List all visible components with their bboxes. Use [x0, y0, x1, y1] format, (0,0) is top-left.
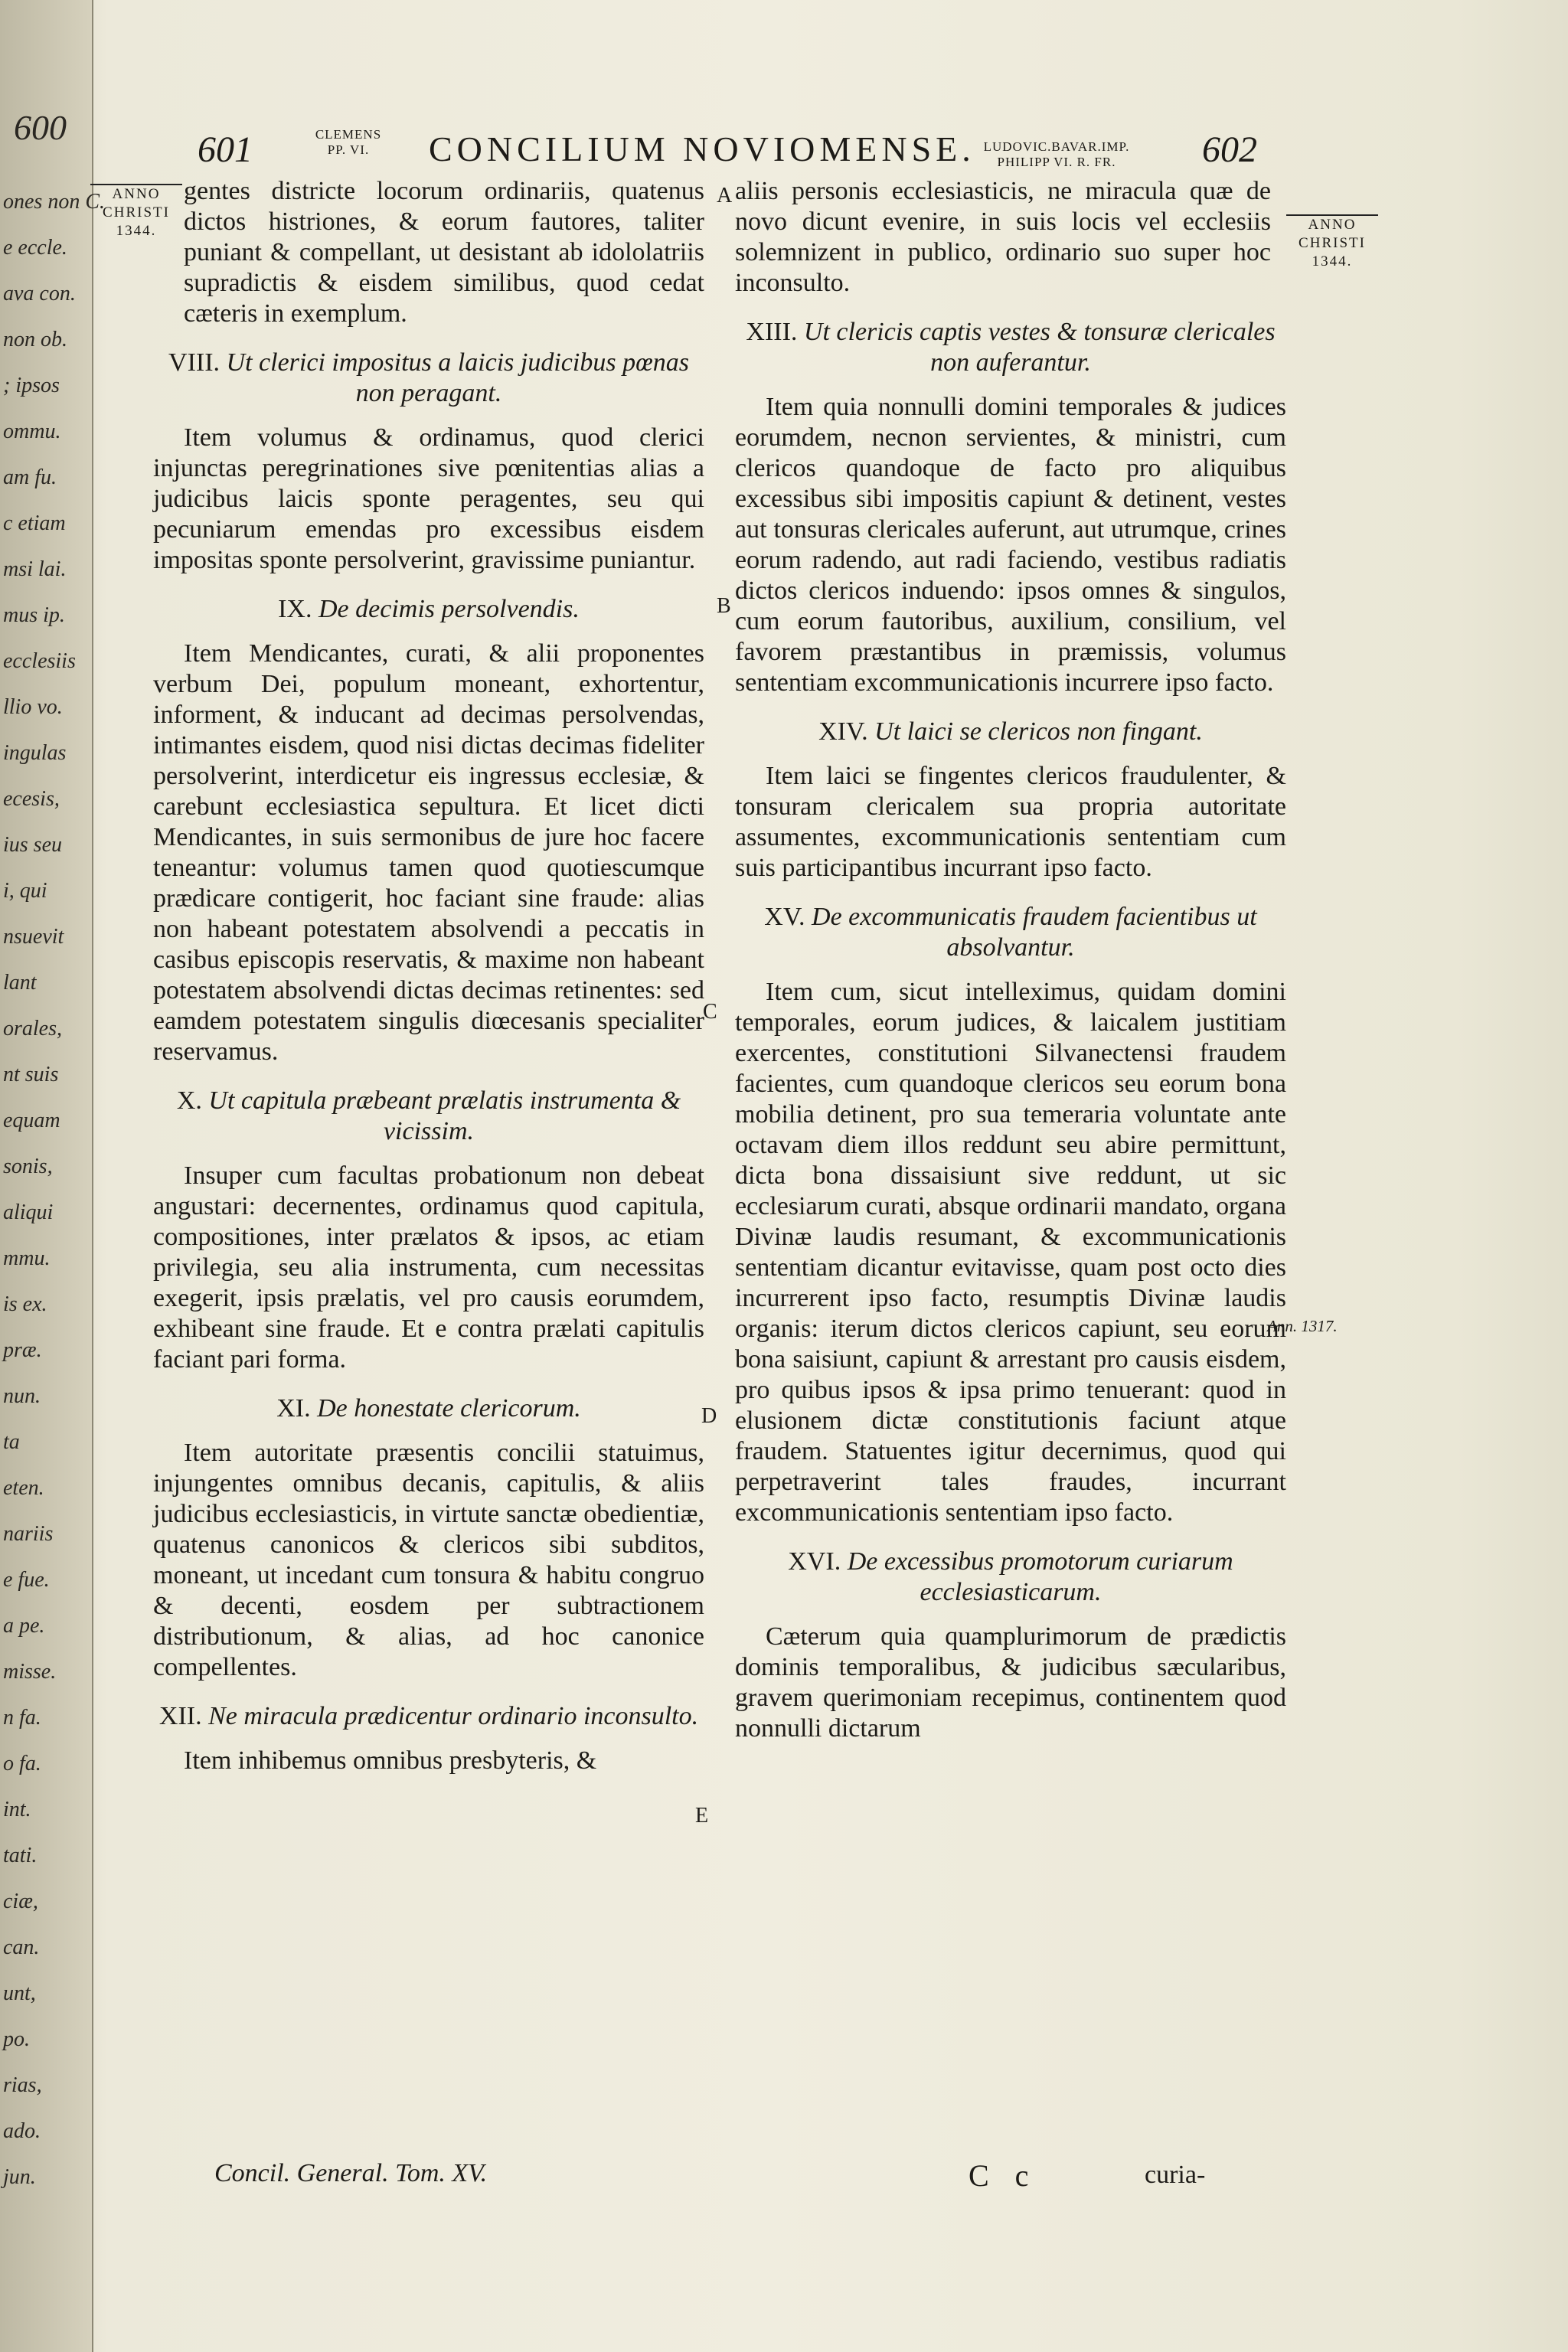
previous-page-fragment: int.: [3, 1798, 31, 1821]
section-number: XVI.: [788, 1547, 841, 1576]
section-title: Ut capitula præbeant prælatis instrumenta & vicissim.: [208, 1086, 681, 1145]
section-text: Item Mendicantes, curati, & alii proponentes verbum Dei, populum moneant, exhortentur, informent, & inducant ad decimas persolvendas, intimantes eisdem, quod nisi dictas decimas fideliter persolverint, interdicetur eis ingressus ecclesiæ, & carebunt ecclesiastica sepultura. Et licet dicti Mendicantes, in suis sermonibus de jure hoc facere teneantur: volumus tamen quod quotiescumque prædicare contigerit, hoc faciant sine fraude: alias non habeant potestatem absolvendi a peccatis in casibus episcopis reservatis, & maxime non habeant potestatem absolvendi dictas decimas retinentes: sed eamdem potestatem singulis diœcesanis specialiter reservamus.: [153, 639, 704, 1066]
previous-page-fragment: po.: [3, 2027, 30, 2051]
section-number: XIV.: [818, 717, 868, 746]
section-title: Ne miracula prædicentur ordinario inconsulto.: [208, 1702, 699, 1730]
section-title: De honestate clericorum.: [317, 1394, 581, 1423]
section-number: XV.: [764, 903, 805, 931]
previous-page-fragment: non ob.: [3, 328, 67, 351]
previous-page-fragment: a pe.: [3, 1614, 45, 1638]
section-text: Item quia nonnulli domini temporales & judices eorumdem, necnon servientes, & ministri, cum clericos quandoque de facto pro aliquibus excessibus sibi impositis capiunt & detinent, vestes aut tonsuras clericales auferunt, aut utrumque, crines eorum radendo, aut radi faciendo, vestibus radiatis dictos clericos induendo: ipsos omnes & singulos, cum eorum fautoribus, auxilium, consilium, vel favorem præstantibus in præmissis, volumus sententiam excommunicationis incurrere ipso facto.: [735, 393, 1286, 697]
section-title: De decimis persolvendis.: [318, 595, 580, 623]
previous-page-fragment: jun.: [3, 2165, 36, 2189]
previous-page-fragment: mus ip.: [3, 603, 65, 627]
previous-page-fragment: ecclesiis: [3, 649, 76, 673]
section-heading: [153, 594, 704, 625]
previous-page-fragment: nun.: [3, 1384, 41, 1408]
previous-page-number: 600: [14, 108, 67, 147]
left-column: [153, 176, 704, 1776]
section-number: X.: [176, 1086, 202, 1115]
previous-page-fragment: nariis: [3, 1522, 54, 1546]
anno-label: ANNO: [1308, 217, 1357, 233]
year-label: 1344.: [116, 223, 157, 239]
header-rulers: [942, 139, 1171, 170]
section-heading: [735, 1547, 1286, 1608]
previous-page-fragment: am fu.: [3, 466, 57, 489]
section-number: IX.: [278, 595, 312, 623]
previous-page-fragment: misse.: [3, 1660, 57, 1684]
previous-page-fragment: e fue.: [3, 1568, 50, 1592]
margin-letter-e: E: [695, 1804, 709, 1828]
previous-page-fragment: msi lai.: [3, 557, 67, 581]
previous-page-fragment: rias,: [3, 2073, 42, 2097]
previous-page-fragment: ommu.: [3, 420, 61, 443]
right-anno-christi: [1286, 214, 1378, 271]
section-text: Insuper cum facultas probationum non debeat angustari: decernentes, ordinamus quod capitula, compositiones, inter prælatos & ipsos, ac etiam privilegia, seu alia instrumenta, cum necessitas exegerit, ipsis prælatis, vel pro causis eorumdem, exhibeant sine fraude. Et e contra prælati capitulis faciant pari forma.: [153, 1161, 704, 1374]
previous-page-fragment: can.: [3, 1936, 40, 1959]
previous-page-fragment: lant: [3, 971, 37, 995]
previous-page-edge: [0, 0, 105, 2352]
margin-note-year: Ann. 1317.: [1267, 1317, 1338, 1335]
previous-page-fragment: equam: [3, 1109, 60, 1132]
previous-page-fragment: eten.: [3, 1476, 44, 1500]
christi-label: CHRISTI: [103, 204, 170, 220]
section-number: XII.: [158, 1702, 202, 1730]
header-emperor: LUDOVIC.BAVAR.IMP.: [983, 139, 1130, 154]
section-title: Ut clericis captis vestes & tonsuræ clericales non auferantur.: [803, 318, 1276, 377]
catchword: curia-: [1145, 2161, 1206, 2189]
section-number: XIII.: [746, 318, 798, 346]
previous-page-fragment: nt suis: [3, 1063, 59, 1086]
section-heading: [153, 1701, 704, 1732]
header-pope-title: PP. VI.: [327, 142, 370, 157]
previous-page-fragment: ingulas: [3, 741, 67, 765]
header-king: PHILIPP VI. R. FR.: [997, 155, 1116, 169]
previous-page-fragment: mmu.: [3, 1246, 51, 1270]
previous-page-fragment: ecesis,: [3, 787, 60, 811]
section-text: Item volumus & ordinamus, quod clerici injunctas peregrinationes sive pœnitentias alias a judicibus laicis sponte peragentes, seu qui pecuniarum emendas pro excessibus eisdem impositas sponte persolverint, gravissime puniantur.: [153, 423, 704, 574]
section-title: De excessibus promotorum curiarum ecclesiasticarum.: [847, 1547, 1233, 1606]
header-pope: [306, 127, 390, 158]
previous-page-fragment: e eccle.: [3, 236, 67, 260]
section-heading: [153, 1393, 704, 1424]
previous-page-fragment: ava con.: [3, 282, 76, 305]
section-title: De excommunicatis fraudem facientibus ut absolvantur.: [812, 903, 1257, 962]
section-heading: [153, 1086, 704, 1147]
margin-letter-b: B: [717, 594, 731, 618]
previous-page-fragment: ciæ,: [3, 1890, 38, 1913]
section-heading: [735, 717, 1286, 747]
section-text: Item laici se fingentes clericos fraudulenter, & tonsuram clericalem sua propria autoritate assumentes, excommunicationis sententiam cum suis participantibus incurrant ipso facto.: [735, 762, 1286, 882]
right-column-intro: aliis personis ecclesiasticis, ne miracula quæ de novo dicunt evenire, in suis locis vel ecclesiis solemnizent in publico, ordinario suo super hoc inconsulto.: [735, 177, 1271, 297]
previous-page-fragment: ; ipsos: [3, 374, 60, 397]
previous-page-fragment: ones non C.: [3, 190, 105, 214]
christi-label: CHRISTI: [1298, 235, 1366, 251]
section-title: Ut laici se clericos non fingant.: [874, 717, 1203, 746]
previous-page-fragment: ado.: [3, 2119, 41, 2143]
signature-mark: C c: [969, 2158, 1038, 2193]
previous-page-fragment: llio vo.: [3, 695, 63, 719]
previous-page-fragment: is ex.: [3, 1292, 47, 1316]
previous-page-fragment: n fa.: [3, 1706, 41, 1730]
section-heading: [735, 902, 1286, 963]
previous-page-fragment: orales,: [3, 1017, 62, 1040]
previous-page-fragment: sonis,: [3, 1155, 53, 1178]
previous-page-fragment: o fa.: [3, 1752, 41, 1775]
section-number: VIII.: [168, 348, 220, 377]
right-column: [735, 176, 1286, 1744]
section-heading: [735, 317, 1286, 378]
section-text: Item cum, sicut intelleximus, quidam domini temporales, eorum judices, & laicalem justitiam exercentes, constitutioni Silvanectensi fraudem facientes, cum quandoque clericos seu eorum bona mobilia detinent, pro sua temeraria voluntate ante octavam diem illos reddunt seu abire permittunt, dicta bona dissaisiunt sive reddunt, ut sic ecclesiarum curati, absque ordinarii mandato, organa Divinæ laudis resumant, & excommunicationis sententiam dicantur evitavisse, quam post octo dies incurrerent ipso facto, resumptis Divinæ laudis organis: iterum dictos clericos capiunt, seu eorum bona saisiunt, capiunt & arrestant pro causis eisdem, pro quibus ipsos & ipsa primo tenuerant: quod in elusionem dictæ constitutionis faciunt atque fraudem. Statuentes igitur decernimus, quod qui perpetraverint tales fraudes, incurrant excommunicationis sententiam ipso facto.: [735, 978, 1286, 1527]
previous-page-fragment: ius seu: [3, 833, 62, 857]
previous-page-fragment: nsuevit: [3, 925, 64, 949]
margin-letter-a: A: [717, 184, 733, 207]
page-title: CONCILIUM NOVIOMENSE.: [429, 129, 975, 168]
page-footer: Concil. General. Tom. XV.: [214, 2159, 488, 2187]
margin-letter-c: C: [703, 1000, 717, 1024]
previous-page-fragment: c etiam: [3, 511, 66, 535]
section-text: Item inhibemus omnibus presbyteris, &: [184, 1746, 597, 1775]
year-label: 1344.: [1312, 253, 1353, 270]
left-column-intro: gentes districte locorum ordinariis, quatenus dictos histriones, & eorum fautores, taliter puniant & compellant, ut desistant ab idololatriis supradictis & eisdem similibus, quod cedat cæteris in exemplum.: [184, 177, 704, 328]
previous-page-fragment: unt,: [3, 1981, 36, 2005]
previous-page-fragment: tati.: [3, 1844, 38, 1867]
section-text: Item autoritate præsentis concilii statuimus, injungentes omnibus decanis, capitulis, & aliis judicibus ecclesiasticis, in virtute sanctæ obedientiæ, quatenus canonicos & clericos sibi subditos, moneant, ut incedant cum tonsura & habitu congruo & decenti, eosdem per subtractionem distributionum, & alias, ad hoc canonice compellentes.: [153, 1439, 704, 1681]
margin-letter-d: D: [701, 1404, 717, 1428]
anno-label: ANNO: [112, 186, 161, 202]
previous-page-fragment: aliqui: [3, 1200, 54, 1224]
section-number: XI.: [276, 1394, 311, 1423]
section-heading: [153, 348, 704, 409]
right-page-number: 602: [1202, 129, 1257, 170]
left-page-number: 601: [198, 129, 253, 170]
previous-page-fragment: ta: [3, 1430, 20, 1454]
section-text: Cæterum quia quamplurimorum de prædictis dominis temporalibus, & judicibus sæcularibus, gravem querimoniam recepimus, continentem quod nonnulli dictarum: [735, 1622, 1286, 1743]
previous-page-fragment: i, qui: [3, 879, 47, 903]
section-title: Ut clerici impositus a laicis judicibus pœnas non peragant.: [226, 348, 689, 407]
previous-page-fragment: præ.: [3, 1338, 42, 1362]
header-pope-name: CLEMENS: [315, 127, 382, 142]
